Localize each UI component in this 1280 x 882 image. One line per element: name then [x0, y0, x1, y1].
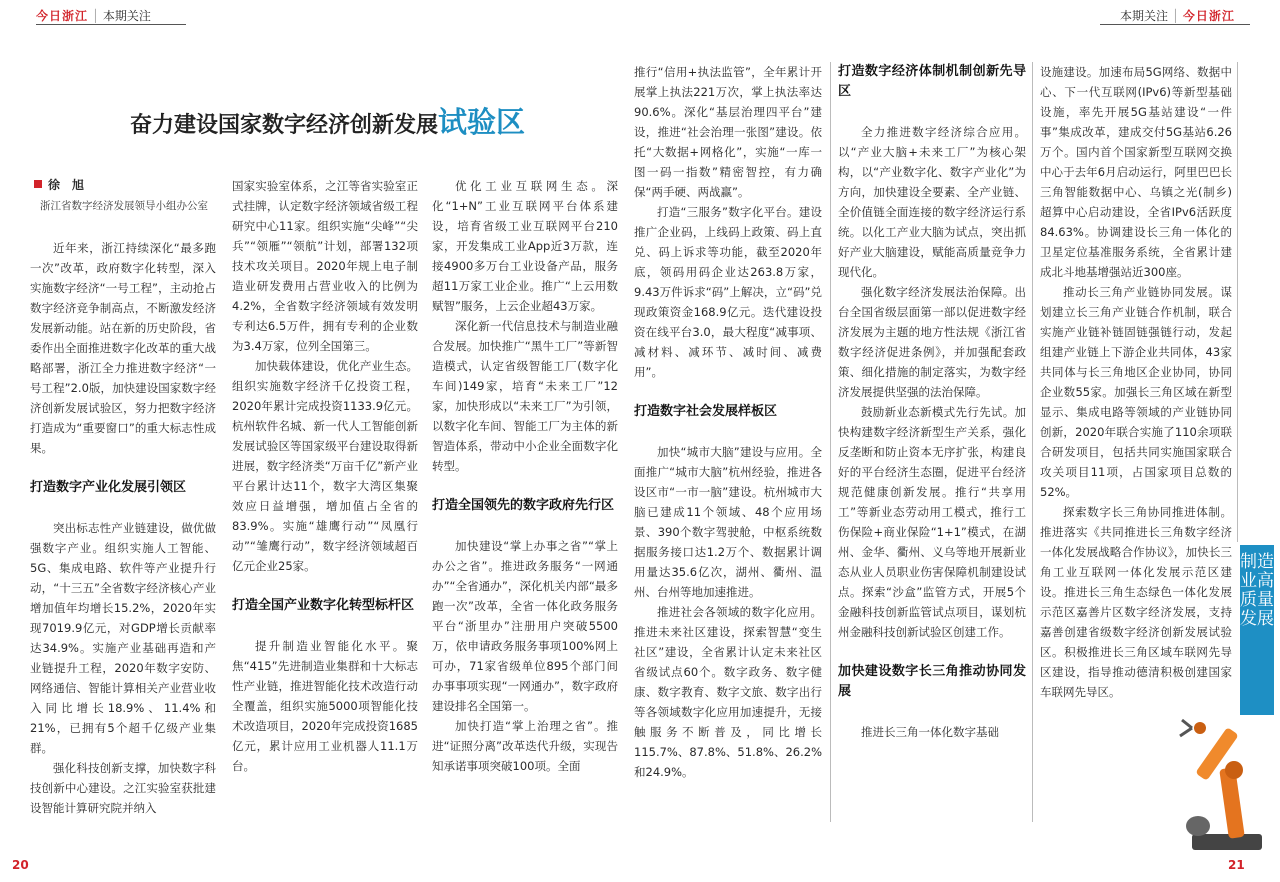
- brand-logo: 今日浙江: [36, 9, 89, 23]
- paragraph: 打造“三服务”数字化平台。建设推广企业码，上线码上政策、码上直兑、码上诉求等功能，截至2020年底，领码用码企业达263.8万家，9.43万件诉求“码”上解决，立“码”兑现政策资金168.9亿元。迭代建设投资在线平台3.0，最大程度“减事项、减材料、减环节、减时间、减费用”。: [634, 205, 822, 379]
- paragraph: 推进社会各领域的数字化应用。推进未来社区建设，探索智慧“变生社区”建设，全省累计认定未来社区省级试点60个。数字政务、数字健康、数字教育、数字文旅、数字出行等各领域数字化应用加速提升，无接触服务不断普及，同比增长115.7%、87.8%、51.8%、26.2%和24.9%。: [634, 605, 822, 779]
- author: [34, 176, 84, 193]
- paragraph: 鼓励新业态新模式先行先试。加快构建数字经济新型生产关系，强化反垄断和防止资本无序扩张，构建良好的平台经济生态圈，促进平台经济规范健康创新发展。推行“共享用工”等新业态劳动用工模式，推行工伤保险+商业保险“1+1”模式，在湖州、金华、衢州、义乌等地开展新业态从业人员职业伤害保障机制建设试点。探索“沙盒”监管方式，开展5个金融科技创新监管试点项目，谋划杭州金融科技创新试验区创建工作。: [838, 405, 1026, 639]
- paragraph: 强化数字经济发展法治保障。出台全国省级层面第一部以促进数字经济发展为主题的地方性法规《浙江省数字经济促进条例》，并加强配套政策、细化措施的制定落实，为数字经济发展提供坚强的法治保障。: [838, 285, 1026, 399]
- left-masthead: 今日浙江 │ 本期关注: [36, 9, 151, 23]
- title-highlight: 试验区: [438, 105, 526, 139]
- paragraph: 加快载体建设，优化产业生态。组织实施数字经济千亿投资工程，2020年累计完成投资1133.9亿元。杭州软件名城、新一代人工智能创新发展试验区等国家级平台建设取得新进展，数字经济类“万亩千亿”新产业平台累计达11个，数字大湾区集聚效应日益增强，增加值占全省的83.9%。实施“雄鹰行动”“凤凰行动”“雏鹰行动”，数字经济领域超百亿元企业25家。: [232, 359, 418, 573]
- header-rule: [1100, 24, 1250, 25]
- brand-logo: 今日浙江: [1182, 9, 1235, 23]
- tab-rule: [1237, 62, 1238, 542]
- paragraph: 设施建设。加速布局5G网络、数据中心、下一代互联网(IPv6)等新型基础设施，率先开展5G基站建设“一件事”集成改革，建成交付5G基站6.26万个。国内首个国家新型互联网交换中心于去年6月启动运行，阿里巴巴长三角智能数据中心、乌镇之光(制乡)超算中心启动建设，全省IPv6活跃度84.63%。协调建设长三角一体化的卫星定位基准服务系统，全省累计建成北斗地基增强站近300座。: [1040, 65, 1232, 279]
- section-heading: 打造全国领先的数字政府先行区: [432, 498, 615, 513]
- left-page: [0, 0, 630, 882]
- robot-gripper: [1180, 720, 1192, 736]
- column-2: [232, 176, 418, 836]
- section-heading: 打造数字产业化发展引领区: [30, 480, 187, 495]
- article-title: [130, 100, 525, 141]
- column-divider: [830, 62, 831, 822]
- paragraph: 深化新一代信息技术与制造业融合发展。加快推广“黑牛工厂”等新智造模式，认定省级智能工厂(数字化车间)149家，培育“未来工厂”12家，加快形成以“未来工厂”为引领，以数字化车间、智能工厂为主体的新智造体系，带动中小企业全面数字化转型。: [432, 319, 618, 473]
- title-main: 奋力建设国家数字经济创新发展: [130, 112, 439, 138]
- author-affiliation: 浙江省数字经济发展领导小组办公室: [40, 200, 208, 212]
- paragraph: 推动长三角产业链协同发展。谋划建立长三角产业链合作机制，联合实施产业链补链固链强链行动，发起组建产业链上下游企业共同体，43家共同体与长三角地区企业协同，协同企业数55家。加强长三角区域在新型显示、集成电路等领域的产业链协同创新，2020年联合实施了110余项联合研发项目，包括共同实施国家联合攻关项目11项，占国家项目总数的52%。: [1040, 285, 1232, 499]
- side-section-tab: 制造业高质量发展: [1240, 545, 1274, 715]
- author-marker: [34, 180, 42, 188]
- section-heading: 加快建设数字长三角推动协同发展: [838, 664, 1026, 699]
- paragraph: 近年来，浙江持续深化“最多跑一次”改革，政府数字化转型，深入实施数字经济“一号工程”，主动抢占数字经济竞争制高点，不断激发经济发展新动能。站在新的历史阶段，省委作出全面推进数字化改革的重大战略部署，浙江全力推进数字经济“一号工程”2.0版，加快建设国家数字经济创新发展试验区，努力把数字经济打造成为“重要窗口”的重大标志性成果。: [30, 241, 216, 455]
- section-heading: 打造数字社会发展样板区: [634, 404, 778, 419]
- paragraph: 推行“信用+执法监管”，全年累计开展掌上执法221万次，掌上执法率达90.6%。深化“基层治理四平台”建设，推进“社会治理一张图”建设。依托“大数据+网格化”，实施“一库一图一码一指数”精密智控，有力确保“两手硬、两战赢”。: [634, 65, 822, 199]
- paragraph: 突出标志性产业链建设，做优做强数字产业。组织实施人工智能、5G、集成电路、软件等产业提升行动，“十三五”全省数字经济核心产业增加值年均增长15.2%，2020年实现7019.9亿元，对GDP增长贡献率达34.9%。实施产业基础再造和产业链提升工程，2020年数字安防、网络通信、智能计算相关产业营业收入同比增长18.9%、11.4%和21%，已拥有5个超千亿级产业集群。: [30, 521, 216, 755]
- column-divider: [1032, 62, 1033, 822]
- paragraph: 加快打造“掌上治理之省”。推进“证照分离”改革迭代升级，实现告知承诺事项突破100项。全面: [432, 719, 618, 773]
- right-masthead: 本期关注 │ 今日浙江: [1120, 9, 1235, 23]
- cable-spool: [1186, 816, 1210, 836]
- robot-base: [1192, 834, 1262, 850]
- paragraph: 加快建设“掌上办事之省”“掌上办公之省”。推进政务服务“一网通办”“全省通办”，深化机关内部“最多跑一次”改革，全省一体化政务服务平台“浙里办”注册用户突破5500万，依申请政务服务事项100%网上可办，71家省级单位895个部门间办事事项实现“一网通办”，数字政府建设排名全国第一。: [432, 539, 618, 713]
- header-rule: [36, 24, 186, 25]
- column-1: [30, 238, 216, 838]
- page-number-right: 21: [1228, 858, 1245, 872]
- section-heading: 打造数字经济体制机制创新先导区: [838, 64, 1026, 99]
- paragraph: 优化工业互联网生态。深化“1+N”工业互联网平台体系建设，培育省级工业互联网平台210家，开发集成工业App近3万款，连接4900多万台工业设备产品，服务超11万家工业企业。推广“上云用数赋智”服务，上云企业超43万家。: [432, 179, 618, 313]
- robot-wrist: [1194, 722, 1206, 734]
- paragraph: 探索数字长三角协同推进体制。推进落实《共同推进长三角数字经济一体化发展战略合作协议》，加快长三角工业互联网一体化发展示范区建设。推进长三角生态绿色一体化发展示范区嘉善片区数字经济发展，支持嘉善创建省级数字经济创新发展试验区。积极推进长三角区域车联网先导区建设，指导推动德清积极创建国家车联网先导区。: [1040, 505, 1232, 699]
- page-number-left: 20: [12, 858, 29, 872]
- section-label: 本期关注: [1120, 9, 1169, 23]
- column-3: [432, 176, 618, 836]
- paragraph: 国家实验室体系，之江等省实验室正式挂牌，认定数字经济领域省级工程研究中心11家。组织实施“尖峰”“尖兵”“领雁”“领航”计划，部署132项技术攻关项目。2020年规上电子制造业研发费用占营业收入的比例为4.2%，全省数字经济领域有效发明专利达6.5万件，拥有专利的企业数为3.4万家，位列全国第三。: [232, 179, 418, 353]
- paragraph: 提升制造业智能化水平。聚焦“415”先进制造业集群和十大标志性产业链，推进智能化技术改造行动全覆盖，组织实施5000项智能化技术改造项目，2020年完成投资1685亿元，累计应用工业机器人11.1万台。: [232, 639, 418, 773]
- paragraph: 全力推进数字经济综合应用。以“产业大脑+未来工厂”为核心架构，以“产业数字化、数字产业化”为方向，加快建设全要素、全产业链、全价值链全面连接的数字经济运行系统。以化工产业大脑为试点，突出抓好产业大脑建设，赋能高质量竞争力现代化。: [838, 125, 1026, 279]
- author-name: 徐 旭: [48, 178, 85, 192]
- robot-arm-icon: [1172, 706, 1272, 856]
- section-heading: 打造全国产业数字化转型标杆区: [232, 598, 415, 613]
- paragraph: 加快“城市大脑”建设与应用。全面推广“城市大脑”杭州经验，推进各设区市“一市一脑”建设。杭州城市大脑已建成11个领域、48个应用场景、390个数字驾驶舱，中枢系统数据服务接口达1.2万个、数据累计调用量达35.6亿次，湖州、衢州、温州、台州等地加速推进。: [634, 445, 822, 599]
- column-4: [634, 62, 822, 838]
- column-5: [838, 62, 1026, 838]
- paragraph: 推进长三角一体化数字基础: [861, 725, 999, 739]
- section-label: 本期关注: [102, 9, 151, 23]
- paragraph: 强化科技创新支撑，加快数字科技创新中心建设。之江实验室获批建设智能计算研究院并纳入: [30, 761, 216, 815]
- robot-joint: [1225, 761, 1243, 779]
